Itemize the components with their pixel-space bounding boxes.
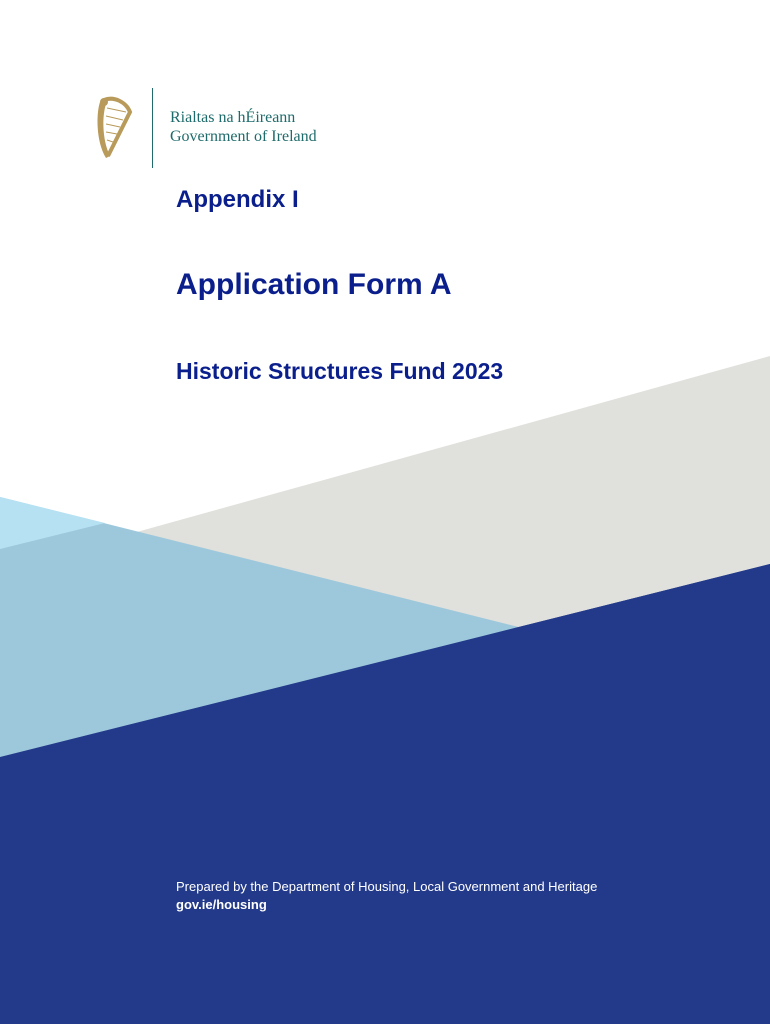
prepared-by-text: Prepared by the Department of Housing, Local Government and Heritage: [176, 879, 598, 894]
fund-title: Historic Structures Fund 2023: [176, 358, 504, 384]
logo-name-english: Government of Ireland: [170, 128, 317, 145]
logo-name-irish: Rialtas na hÉireann: [170, 109, 296, 126]
government-logo: [92, 88, 352, 170]
appendix-heading: Appendix I: [176, 186, 299, 213]
housing-link[interactable]: gov.ie/housing: [176, 897, 267, 912]
logo-divider: [152, 88, 153, 168]
form-title: Application Form A: [176, 268, 452, 301]
cover-footer: [176, 878, 597, 914]
harp-icon: [92, 94, 136, 164]
logo-wordmark: [170, 108, 317, 146]
